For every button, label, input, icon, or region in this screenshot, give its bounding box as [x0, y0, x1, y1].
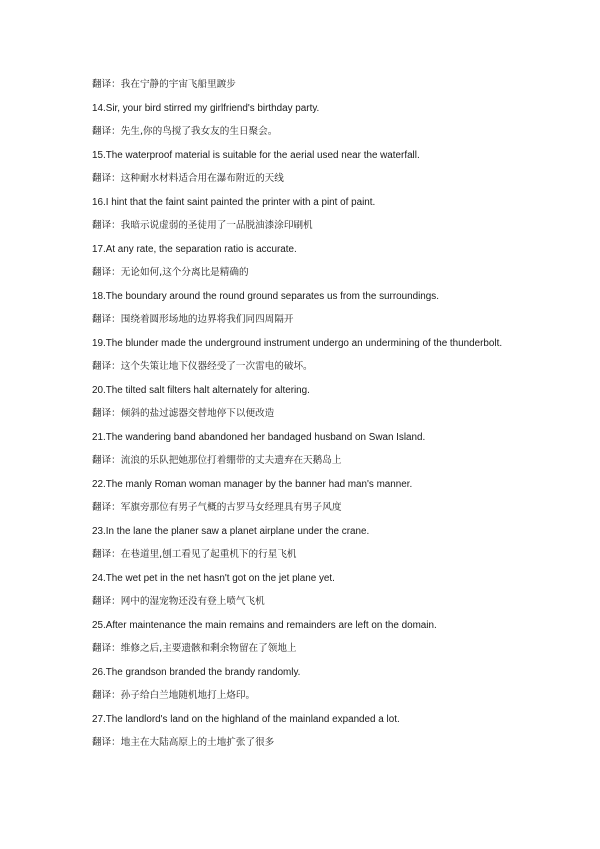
english-sentence: 15.The waterproof material is suitable for the aerial used near the waterfall. [92, 149, 420, 161]
english-sentence: 22.The manly Roman woman manager by the banner had man's manner. [92, 478, 413, 490]
english-sentence: 17.At any rate, the separation ratio is accurate. [92, 243, 297, 255]
english-sentence: 21.The wandering band abandoned her bandaged husband on Swan Island. [92, 431, 426, 443]
chinese-translation: 翻译：网中的湿宠物还没有登上喷气飞机 [92, 596, 265, 607]
chinese-translation: 翻译：我暗示说虚弱的圣徒用了一品脱油漆涂印刷机 [92, 220, 313, 231]
english-sentence: 18.The boundary around the round ground separates us from the surroundings. [92, 290, 439, 302]
chinese-translation: 翻译：军旗旁那位有男子气概的古罗马女经理具有男子风度 [92, 502, 342, 513]
chinese-translation: 翻译：孙子给白兰地随机地打上烙印。 [92, 690, 256, 701]
chinese-translation: 翻译：围绕着圆形场地的边界将我们同四周隔开 [92, 314, 294, 325]
english-sentence: 27.The landlord's land on the highland of the mainland expanded a lot. [92, 713, 400, 725]
english-sentence: 24.The wet pet in the net hasn't got on the jet plane yet. [92, 572, 335, 584]
english-sentence: 19.The blunder made the underground instrument undergo an undermining of the thunderbolt. [92, 337, 503, 349]
chinese-translation: 翻译：流浪的乐队把她那位打着绷带的丈夫遗弃在天鹅岛上 [92, 455, 342, 466]
english-sentence: 16.I hint that the faint saint painted the printer with a pint of paint. [92, 196, 376, 208]
chinese-translation: 翻译：这种耐水材料适合用在瀑布附近的天线 [92, 173, 284, 184]
english-sentence: 14.Sir, your bird stirred my girlfriend's birthday party. [92, 102, 320, 114]
chinese-translation: 翻译：我在宁静的宇宙飞船里踱步 [92, 79, 236, 90]
chinese-translation: 翻译：无论如何,这个分离比是精确的 [92, 267, 249, 278]
chinese-translation: 翻译：在巷道里,刨工看见了起重机下的行星飞机 [92, 549, 297, 560]
chinese-translation: 翻译：地主在大陆高原上的土地扩张了很多 [92, 737, 275, 748]
english-sentence: 20.The tilted salt filters halt alternately for altering. [92, 384, 310, 396]
chinese-translation: 翻译：倾斜的盐过滤器交替地停下以便改造 [92, 408, 275, 419]
sentence-list [92, 77, 582, 759]
chinese-translation: 翻译：这个失策让地下仪器经受了一次雷电的破坏。 [92, 361, 313, 372]
chinese-translation: 翻译：维修之后,主要遗骸和剩余物留在了领地上 [92, 643, 297, 654]
english-sentence: 26.The grandson branded the brandy randomly. [92, 666, 301, 678]
english-sentence: 23.In the lane the planer saw a planet airplane under the crane. [92, 525, 370, 537]
english-sentence: 25.After maintenance the main remains and remainders are left on the domain. [92, 619, 437, 631]
chinese-translation: 翻译：先生,你的鸟搅了我女友的生日聚会。 [92, 126, 278, 137]
